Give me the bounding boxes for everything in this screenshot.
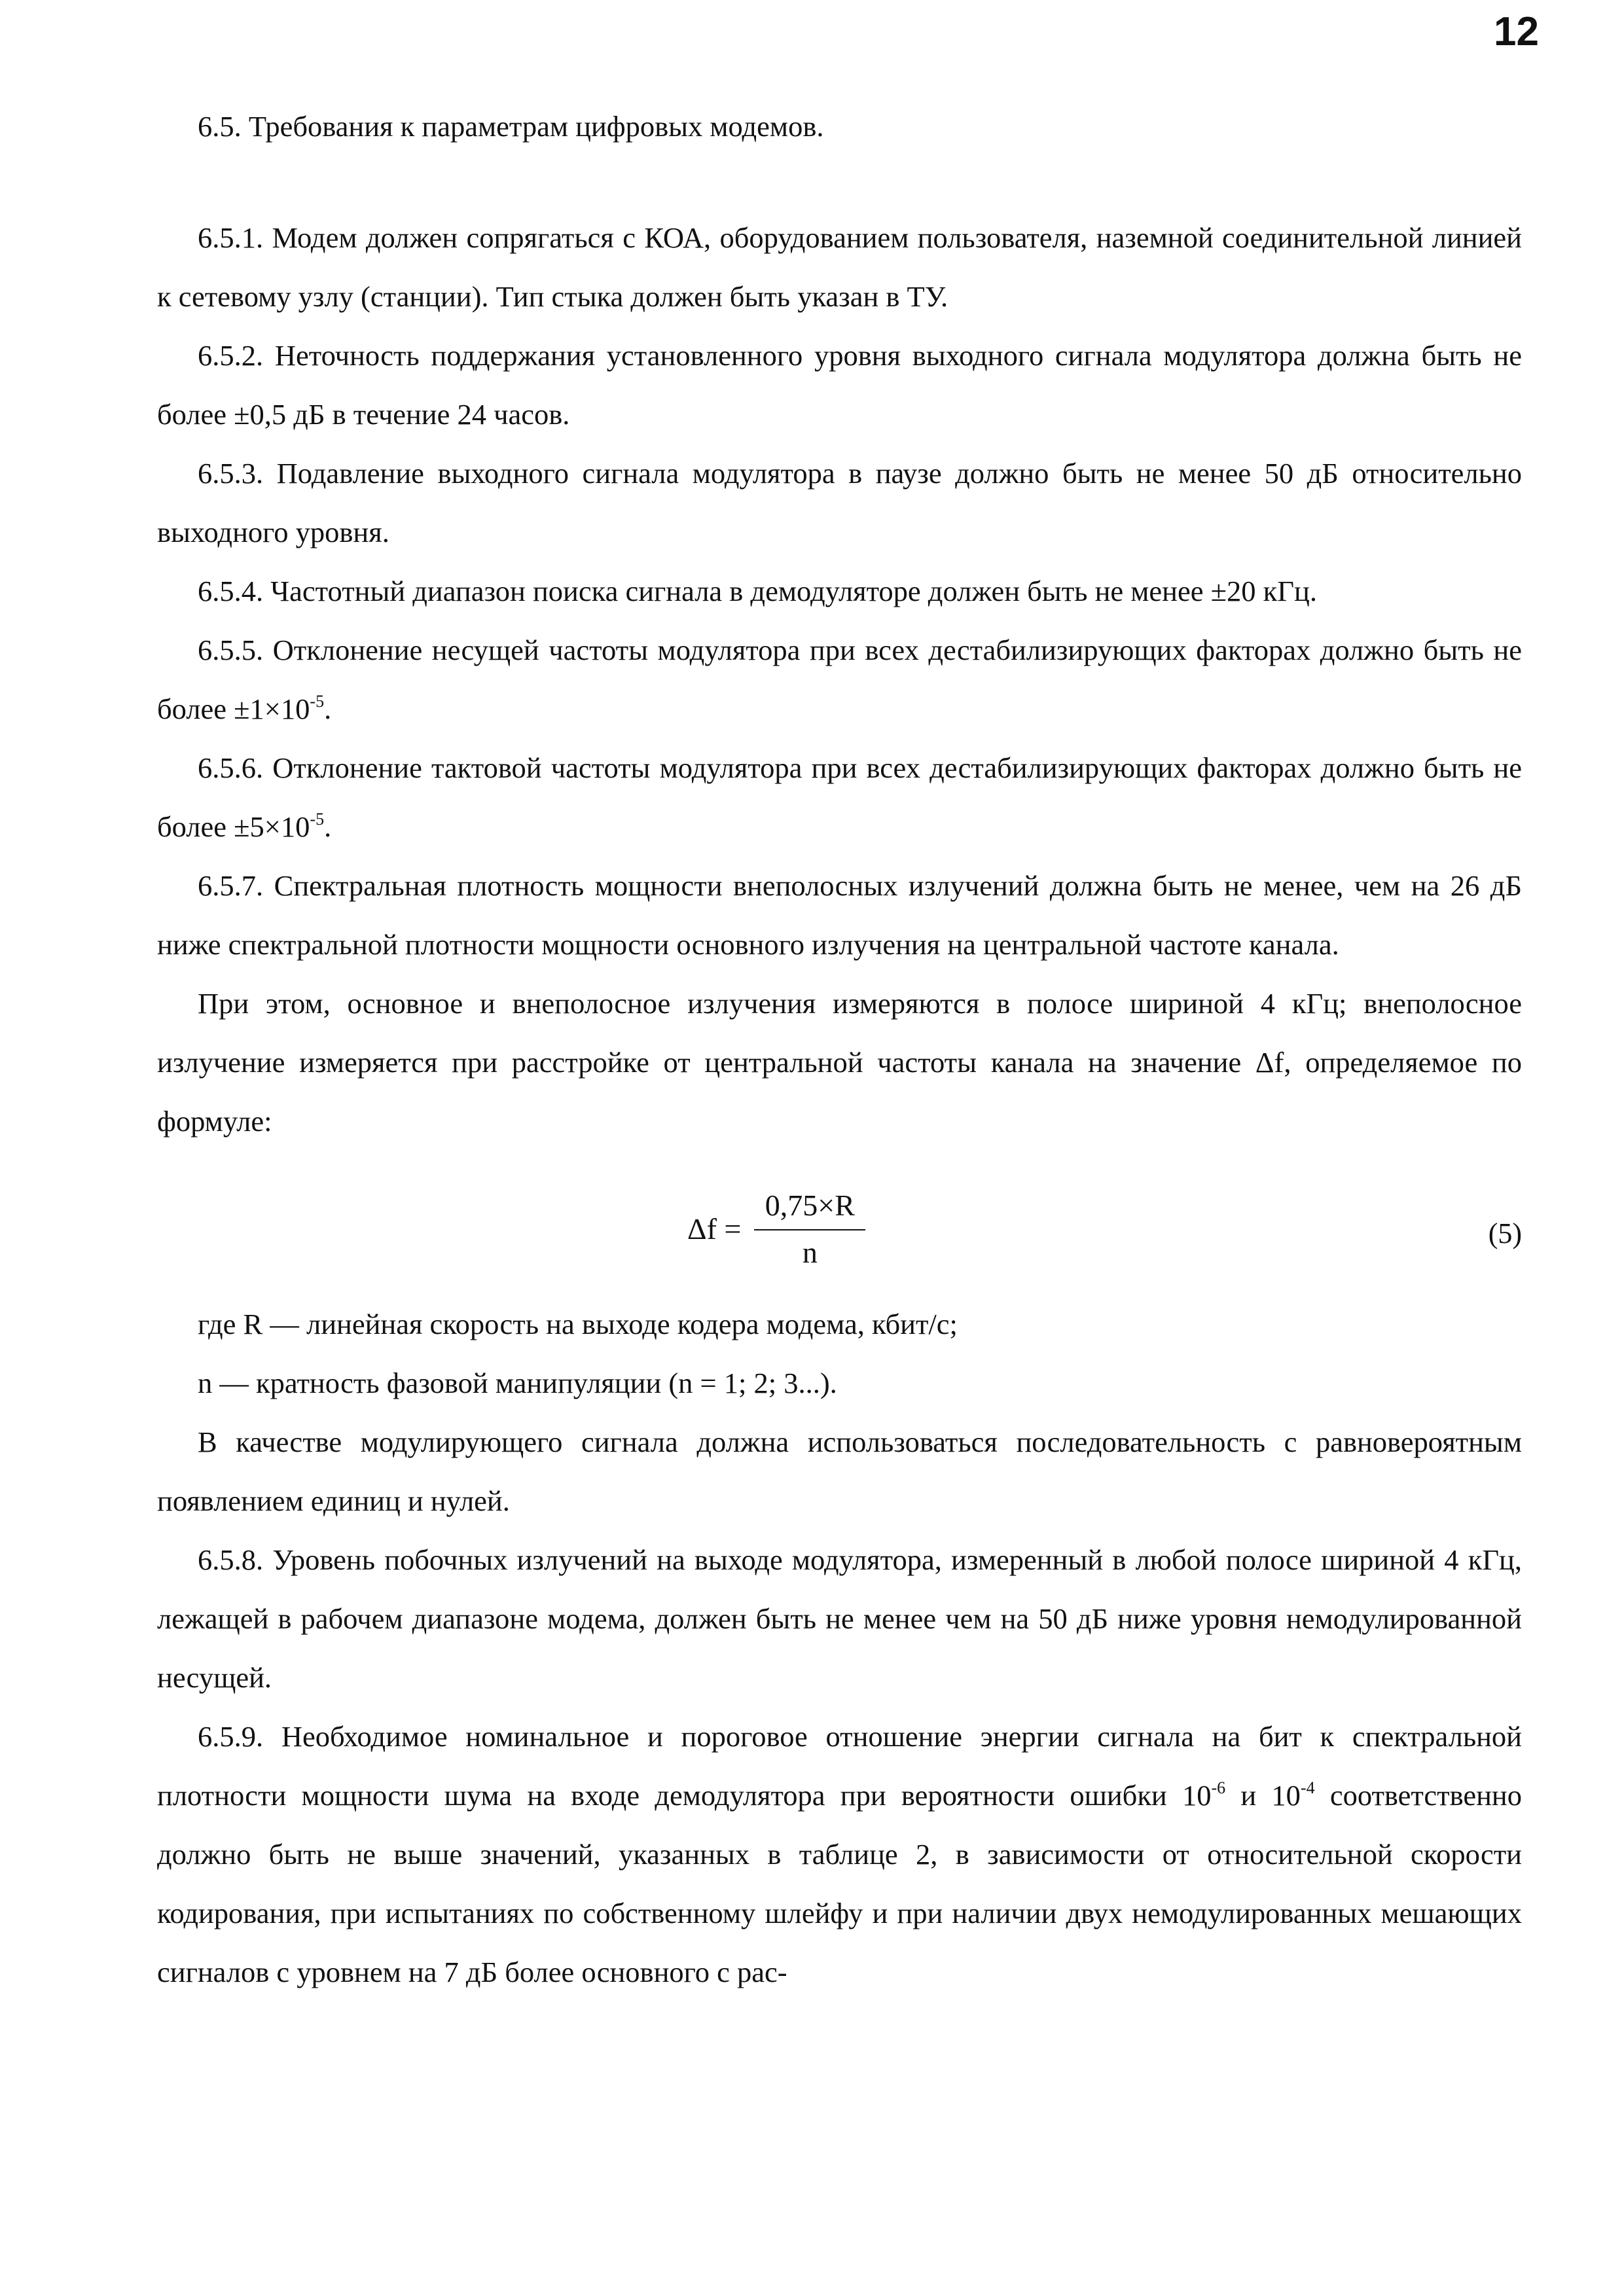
paragraph-6-5-3: 6.5.3. Подавление выходного сигнала модулятора в паузе должно быть не менее 50 дБ относительно выходного уровня. — [157, 457, 1522, 548]
paragraph-6-5-9-part-c: соответственно должно быть не выше значений, указанных в таблице 2, в зависимости от относительной скорости кодирования, при испытаниях по собственному шлейфу и при наличии двух немодулированных мешающих сигналов с уровнем на 7 дБ более основного с рас- — [157, 1779, 1522, 1988]
formula-fraction — [754, 1186, 865, 1272]
paragraph-6-5-5-exponent: -5 — [310, 692, 325, 711]
paragraph-6-5-5-text: 6.5.5. Отклонение несущей частоты модулятора при всех дестабилизирующих факторах должно быть не более ±1×10 — [157, 634, 1522, 725]
paragraph-6-5-2: 6.5.2. Неточность поддержания установленного уровня выходного сигнала модулятора должна быть не более ±0,5 дБ в течение 24 часов. — [157, 339, 1522, 431]
formula-expression — [687, 1164, 865, 1295]
paragraph-6-5-9-part-a: 6.5.9. Необходимое номинальное и пороговое отношение энергии сигнала на бит к спектральной плотности мощности шума на входе демодулятора при вероятности ошибки 10 — [157, 1720, 1522, 1812]
formula-5 — [157, 1164, 1522, 1295]
definition-r: где R — линейная скорость на выходе кодера модема, кбит/с; — [198, 1308, 958, 1340]
definition-n: n — кратность фазовой манипуляции (n = 1; 2; 3...). — [198, 1367, 837, 1399]
paragraph-6-5-6-text: 6.5.6. Отклонение тактовой частоты модулятора при всех дестабилизирующих факторах должно быть не более ±5×10 — [157, 751, 1522, 843]
paragraph-6-5-5 — [157, 620, 1522, 738]
page-number: 12 — [1494, 9, 1539, 54]
paragraph-6-5-9 — [157, 1707, 1522, 2001]
paragraph-6-5-9-exponent-2: -4 — [1300, 1778, 1315, 1798]
paragraph-6-5-6 — [157, 738, 1522, 856]
paragraph-6-5-9-part-b: и 10 — [1225, 1779, 1301, 1812]
paragraph-6-5-9-exponent-1: -6 — [1211, 1778, 1226, 1798]
formula-lhs: Δf = — [687, 1212, 742, 1246]
paragraph-6-5-4: 6.5.4. Частотный диапазон поиска сигнала в демодуляторе должен быть не менее ±20 кГц. — [198, 575, 1317, 607]
formula-denominator: n — [802, 1236, 818, 1269]
paragraph-6-5-6-exponent: -5 — [310, 810, 325, 829]
paragraph-6-5-5-end: . — [324, 692, 332, 725]
paragraph-6-5-7: 6.5.7. Спектральная плотность мощности внеполосных излучений должна быть не менее, чем на 26 дБ ниже спектральной плотности мощности основного излучения на центральной частоте канала. — [157, 869, 1522, 961]
paragraph-6-5-8: 6.5.8. Уровень побочных излучений на выходе модулятора, измеренный в любой полосе шириной 4 кГц, лежащей в рабочем диапазоне модема, должен быть не менее чем на 50 дБ ниже уровня немодулированной несущей. — [157, 1543, 1522, 1694]
paragraph-6-5-1: 6.5.1. Модем должен сопрягаться с КОА, оборудованием пользователя, наземной соединительной линией к сетевому узлу (станции). Тип стыка должен быть указан в ТУ. — [157, 221, 1522, 313]
document-body — [157, 97, 1522, 2001]
section-heading: 6.5. Требования к параметрам цифровых модемов. — [198, 110, 824, 143]
paragraph-modulating-signal: В качестве модулирующего сигнала должна использоваться последовательность с равновероятным появлением единиц и нулей. — [157, 1426, 1522, 1517]
paragraph-measurement: При этом, основное и внеполосное излучения измеряются в полосе шириной 4 кГц; внеполосное излучение измеряется при расстройке от центральной частоты канала на значение Δf, определяемое по формуле: — [157, 987, 1522, 1138]
formula-numerator: 0,75×R — [765, 1189, 855, 1222]
formula-number: (5) — [1488, 1217, 1522, 1249]
paragraph-6-5-6-end: . — [324, 810, 332, 843]
